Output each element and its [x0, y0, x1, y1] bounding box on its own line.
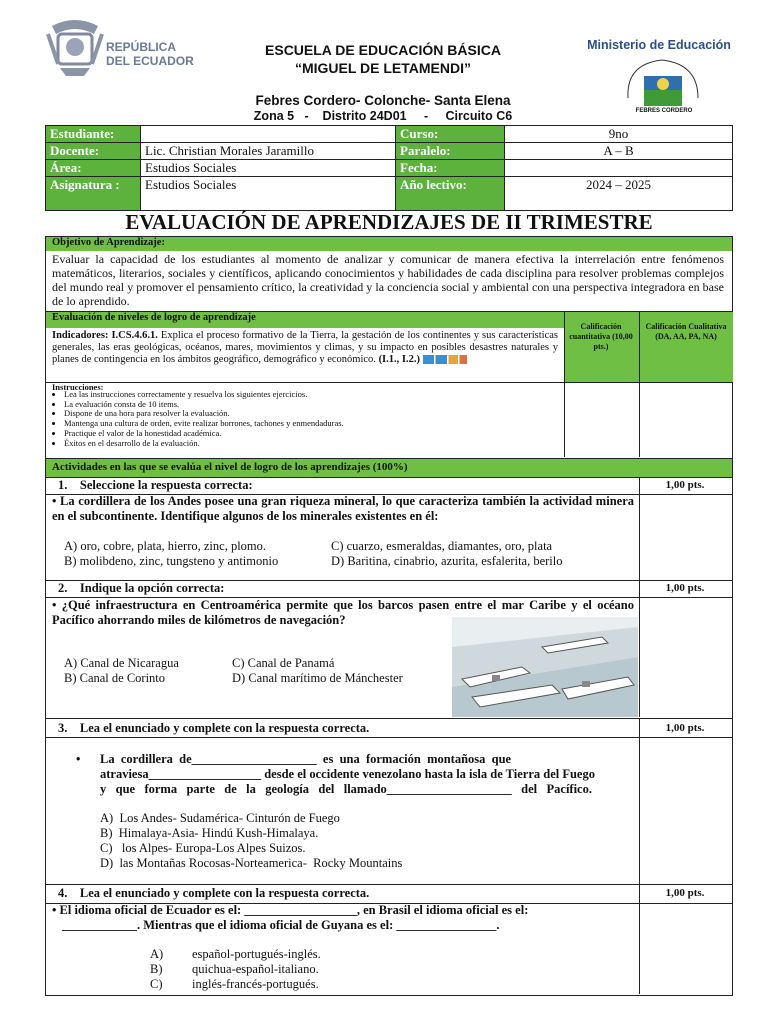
q4-statement-text: El idioma oficial de Ecuador es el: __________________, en Brasil el idioma oficial es el: [59, 903, 529, 917]
value-docente: Lic. Christian Morales Jaramillo [141, 143, 396, 160]
school-name [200, 42, 566, 76]
value-ano-lectivo: 2024 – 2025 [505, 177, 733, 211]
q3-bullet: • [76, 752, 81, 766]
student-name-field[interactable] [141, 126, 396, 143]
label-ano-lectivo: Año lectivo: [396, 177, 505, 211]
evaluation-title: EVALUACIÓN DE APRENDIZAJES DE II TRIMESTRE [125, 210, 653, 234]
q1-title-text: Seleccione la respuesta correcta: [79, 478, 253, 492]
q2-option-c[interactable]: C) Canal de Panamá [232, 656, 335, 670]
activities-label: Actividades en las que se evalúa el nivel de logro de los aprendizajes (100%) [46, 458, 732, 478]
q2-num: 2. [58, 581, 68, 595]
q2-option-b[interactable]: B) Canal de Corinto [64, 671, 166, 685]
q2-title [58, 581, 224, 596]
objective-text: Evaluar la capacidad de los estudiantes al momento de analizar y comunicar de manera efectiva la interrelación entre fenómenos matemáticos, literarios, sociales y científicos, aplicando conocimientos y habilidades de cada disciplina para resolver problemas complejos del mundo real y promover el pensamiento crítico, la creatividad y la conciencia social y ambiental con una perspectiva integradora en base de lo aprendido. [52, 252, 724, 308]
q1-points: 1,00 pts. [665, 479, 705, 491]
instructions-divider-2 [639, 382, 640, 457]
q3-statement [100, 752, 634, 797]
q2-option-a[interactable]: A) Canal de Nicaragua [64, 656, 179, 670]
q2-option-d[interactable]: D) Canal marítimo de Mánchester [232, 671, 403, 685]
instruction-item: • Practique el valor de la honestidad académica. [64, 429, 574, 439]
q4-option-letter: A) [150, 947, 164, 961]
q1-statement: • La cordillera de los Andes posee una gran riqueza mineral, lo que caracteriza también la actividad minera en el subcontinente. Identifique algunos de los minerales existentes en él: [52, 494, 634, 523]
location-line: Febres Cordero- Colonche- Santa Elena [255, 93, 511, 108]
q3-title-text: Lea el enunciado y complete con la respuesta correcta. [79, 721, 370, 735]
republica-logo-text [106, 40, 194, 68]
q4-title [58, 886, 369, 901]
q1-option-d[interactable]: D) Baritina, cinabrio, azurita, esfalerita, berilo [331, 554, 563, 568]
q1-option-b[interactable]: B) molibdeno, zinc, tungsteno y antimonio [64, 554, 279, 568]
canal-ships-image [452, 617, 638, 717]
q2-statement-text: ¿Qué infraestructura en Centroamérica permite que los barcos pasen entre el mar Caribe y el océano Pacífico ahorrando miles de kilómetros de navegación? [52, 598, 634, 627]
q3-pts-divider [639, 718, 640, 994]
label-docente: Docente: [46, 143, 141, 160]
q4-option-text: español-portugués-inglés. [192, 947, 321, 961]
school-line1: ESCUELA DE EDUCACIÓN BÁSICA [265, 42, 501, 58]
q3-option-a[interactable]: A) Los Andes- Sudamérica- Cinturón de Fuego [100, 811, 340, 825]
q3-header-line [45, 737, 733, 738]
indicators-label: Indicadores: I.CS.4.6.1. [52, 330, 158, 341]
republica-line1: REPÚBLICA [106, 40, 177, 54]
q2-title-text: Indique la opción correcta: [79, 581, 225, 595]
date-field[interactable] [505, 160, 733, 177]
cc-license-icon [423, 355, 467, 364]
q4-option-b[interactable] [150, 962, 319, 977]
eval-label: Evaluación de niveles de logro de aprendizaje [46, 312, 564, 328]
instruction-item: • Lea las instrucciones correctamente y resuelva los siguientes ejercicios. [64, 390, 574, 400]
q4-statement-line: ____________. Mientras que el idioma oficial de Guyana es el: ________________. [62, 918, 500, 932]
ecuador-coat-of-arms-logo [44, 14, 106, 80]
school-seal [622, 54, 704, 120]
instructions-list [40, 390, 574, 448]
zone-line: Zona 5 - Distrito 24D01 - Circuito C6 [253, 109, 513, 123]
q4-option-a[interactable] [150, 947, 321, 962]
q3-top-line [45, 718, 733, 719]
col-cualitativa-label: Calificación Cualitativa (DA, AA, PA, NA) [645, 322, 727, 341]
instruction-item: • Dispone de una hora para resolver la evaluación. [64, 409, 574, 419]
label-estudiante: Estudiante: [46, 126, 141, 143]
q2-statement: • ¿Qué infraestructura en Centroamérica permite que los barcos pasen entre el mar Caribe y el océano Pacífico ahorrando miles de kilómetros de navegación? [52, 598, 634, 627]
label-curso: Curso: [396, 126, 505, 143]
republica-line2: DEL ECUADOR [106, 54, 194, 68]
label-fecha: Fecha: [396, 160, 505, 177]
value-area: Estudios Sociales [141, 160, 396, 177]
q3-option-d[interactable]: D) las Montañas Rocosas-Norteamerica- Rocky Mountains [100, 856, 403, 870]
q4-option-letter: B) [150, 962, 163, 976]
value-asignatura: Estudios Sociales [141, 177, 396, 211]
q3-title [58, 721, 369, 736]
q3-points: 1,00 pts. [665, 722, 705, 734]
value-paralelo: A – B [505, 143, 733, 160]
q1-option-a[interactable]: A) oro, cobre, plata, hierro, zinc, plomo. [64, 539, 267, 553]
q3-option-c[interactable]: C) los Alpes- Europa-Los Alpes Suizos. [100, 841, 306, 855]
indicators-code: (I.1., I.2.) [378, 354, 420, 365]
q4-statement-line: • El idioma oficial de Ecuador es el: __________________, en Brasil el idioma oficial es el: [52, 903, 529, 917]
q4-top-line [45, 884, 733, 885]
q3-statement-line: atraviesa__________________ desde el occidente venezolano hasta la isla de Tierra del Fuego [100, 767, 595, 781]
q3-option-b[interactable]: B) Himalaya-Asia- Hindú Kush-Himalaya. [100, 826, 319, 840]
q4-points: 1,00 pts. [665, 887, 705, 899]
col-cuantitativa-label: Calificación cuantitativa (10,00 pts.) [569, 322, 633, 351]
q4-num: 4. [58, 886, 68, 900]
q3-statement-line: y que forma parte de la geología del llamado____________________ del Pacífico. [100, 782, 592, 796]
ministerio-logo: Ministerio de Educación [587, 38, 731, 52]
seal-bottom-text: FEBRES CORDERO [635, 108, 693, 114]
instruction-item: • Éxitos en el desarrollo de la evaluación. [64, 439, 574, 449]
q1-num: 1. [58, 478, 68, 492]
school-line2: “MIGUEL DE LETAMENDI” [294, 60, 472, 76]
label-asignatura: Asignatura : [46, 177, 141, 211]
objective-label: Objetivo de Aprendizaje: [46, 237, 732, 251]
q4-option-letter: C) [150, 977, 163, 991]
indicators-body: Explica el proceso formativo de la Tierra, la gestación de los continentes y sus características generales, las eras geológicas, océanos, mares, movimientos y climas, y su impacto en posibles desastres naturales y planes de contingencia en los ámbitos geográfico, demográfico y económico. [52, 330, 558, 365]
value-curso: 9no [505, 126, 733, 143]
q3-num: 3. [58, 721, 68, 735]
label-paralelo: Paralelo: [396, 143, 505, 160]
label-area: Área: [46, 160, 141, 177]
q1-title [58, 478, 253, 493]
q3-statement-line: La cordillera de____________________ es una formación montañosa que [100, 752, 512, 766]
instruction-item: • Mantenga una cultura de orden, evite realizar borrones, tachones y enmendaduras. [64, 419, 574, 429]
q4-title-text: Lea el enunciado y complete con la respuesta correcta. [79, 886, 370, 900]
indicators-text [52, 330, 558, 366]
q4-option-text: quichua-español-italiano. [192, 962, 319, 976]
q4-option-text: inglés-francés-portugués. [192, 977, 319, 991]
q1-option-c[interactable]: C) cuarzo, esmeraldas, diamantes, oro, plata [331, 539, 553, 553]
q4-statement [52, 903, 634, 933]
instruction-item: • La evaluación consta de 10 items. [64, 400, 574, 410]
instructions-label: Instrucciones: [52, 382, 104, 392]
student-info-table [45, 125, 733, 211]
q4-option-c[interactable] [150, 977, 319, 992]
q1-statement-text: La cordillera de los Andes posee una gran riqueza mineral, lo que caracteriza también la actividad minera en el subcontinente. Identifique algunos de los minerales existentes en él: [52, 494, 634, 523]
q2-points: 1,00 pts. [665, 582, 705, 594]
